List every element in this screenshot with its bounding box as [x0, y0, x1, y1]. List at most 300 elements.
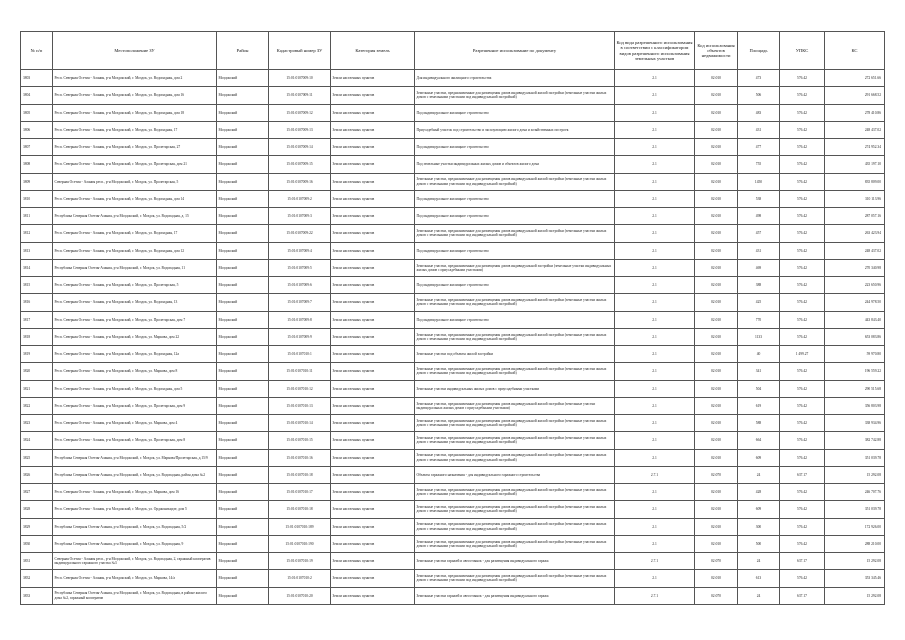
- cell-area: 24: [738, 466, 780, 483]
- cell-use-code: 2.1: [615, 173, 695, 190]
- cell-property-code: 02:010: [695, 208, 738, 225]
- cell-land-category: Земли населенных пунктов: [331, 501, 415, 518]
- cell-area: 1450: [738, 173, 780, 190]
- table-row: [21, 121, 885, 138]
- cell-upks: 576.42: [780, 311, 825, 328]
- cell-cadastral-number: 15:01:0107010:13: [269, 397, 331, 414]
- cell-upks: 576.42: [780, 397, 825, 414]
- cell-use-code: 2.1: [615, 346, 695, 363]
- cell-area: 609: [738, 501, 780, 518]
- cell-cadastral-number: 15:01:0107009:3: [269, 208, 331, 225]
- cell-ks: 351 039.78: [825, 501, 885, 518]
- cell-district: Моздокский: [217, 208, 269, 225]
- cell-ks: 15 292.08: [825, 587, 885, 604]
- cell-land-category: Земли населенных пунктов: [331, 190, 415, 207]
- cell-district: Моздокский: [217, 328, 269, 345]
- col-header-land-category: Категория земель: [331, 32, 415, 70]
- cell-area: 388: [738, 277, 780, 294]
- cell-use-code: 2.1: [615, 70, 695, 87]
- cell-area: 1133: [738, 328, 780, 345]
- cell-land-category: Земли населенных пунктов: [331, 553, 415, 570]
- land-registry-table: [20, 31, 885, 605]
- cell-district: Моздокский: [217, 190, 269, 207]
- cell-property-code: 02:010: [695, 432, 738, 449]
- table-row: [21, 70, 885, 87]
- cell-use-code: 2.7.1: [615, 587, 695, 604]
- cell-number: 3804: [21, 87, 53, 104]
- cell-location: Респ. Северная Осетия - Алания, р-н Моздокский, г. Моздок, ул. Пролетарская, дом 7: [53, 311, 217, 328]
- cell-location: Респ. Северная Осетия - Алания, р-н Моздокский, г. Моздок, ул. Маркова, дом 22: [53, 328, 217, 345]
- cell-area: 24: [738, 553, 780, 570]
- cell-permitted-use: Объекты гаражного назначения - для индивидуального гаражного строительства: [415, 466, 615, 483]
- cell-district: Моздокский: [217, 415, 269, 432]
- cell-property-code: 02:010: [695, 294, 738, 311]
- cell-use-code: 2.1: [615, 139, 695, 156]
- cell-permitted-use: Земельные участки, предназначенные для размещения домов индивидуальной жилой застройки (земельные участки жилых домов с земельными участками под индивидуальной застройкой): [415, 294, 615, 311]
- table-row: [21, 346, 885, 363]
- cell-cadastral-number: 15:01:0107010:2: [269, 570, 331, 587]
- cell-number: 3807: [21, 139, 53, 156]
- cell-district: Моздокский: [217, 535, 269, 552]
- cell-land-category: Земли населенных пунктов: [331, 70, 415, 87]
- cell-upks: 576.42: [780, 87, 825, 104]
- cell-land-category: Земли населенных пунктов: [331, 294, 415, 311]
- cell-use-code: 2.1: [615, 449, 695, 466]
- cell-land-category: Земли населенных пунктов: [331, 311, 415, 328]
- cell-area: 619: [738, 397, 780, 414]
- cell-upks: 576.42: [780, 415, 825, 432]
- cell-use-code: 2.1: [615, 208, 695, 225]
- cell-district: Моздокский: [217, 380, 269, 397]
- cell-cadastral-number: 15:01:0107009:6: [269, 277, 331, 294]
- cell-area: 588: [738, 415, 780, 432]
- cell-upks: 576.42: [780, 535, 825, 552]
- cell-permitted-use: Земельные участки, предназначенные для размещения домов индивидуальной жилой застройки (земельные участки жилых домов с земельными участками под индивидуальной застройкой): [415, 328, 615, 345]
- cell-location: Респ. Северная Осетия - Алания, р-н Моздокский, г. Моздок, ул. Водопадная, дом 18: [53, 104, 217, 121]
- col-header-property-code: Код использования объектов недвижимости: [695, 32, 738, 70]
- cell-cadastral-number: 15:01:0107010:16: [269, 449, 331, 466]
- cell-permitted-use: Земельные участки под объекты жилой застройки: [415, 346, 615, 363]
- cell-permitted-use: Земельные участки, предназначенные для размещения домов индивидуальной застройки (земельные участки индивидуальных жилых домов с приусадебными участками): [415, 259, 615, 276]
- cell-permitted-use: Земельные участки, предназначенные для размещения домов индивидуальной жилой застройки (земельные участки индивидуальных жилых домов с приусадебными участками): [415, 397, 615, 414]
- cell-district: Моздокский: [217, 484, 269, 501]
- table-row: [21, 466, 885, 483]
- table-row: [21, 156, 885, 173]
- cell-district: Моздокский: [217, 225, 269, 242]
- cell-cadastral-number: 15:01:0107009:7: [269, 294, 331, 311]
- cell-cadastral-number: 15:01:0107009:15: [269, 156, 331, 173]
- table-row: [21, 415, 885, 432]
- cell-property-code: 02:010: [695, 104, 738, 121]
- cell-upks: 576.42: [780, 70, 825, 87]
- cell-land-category: Земли населенных пунктов: [331, 139, 415, 156]
- cell-location: Респ. Северная Осетия - Алания, р-н Моздокский, г. Моздок, ул. Пролетарская, 5: [53, 277, 217, 294]
- cell-upks: 576.42: [780, 259, 825, 276]
- cell-number: 3813: [21, 242, 53, 259]
- cell-property-code: 02:010: [695, 535, 738, 552]
- cell-location: Республика Северная Осетия-Алания, р-н Моздокский, г. Моздок, ул. Водопадная, 11: [53, 259, 217, 276]
- cell-ks: 246 707.76: [825, 484, 885, 501]
- cell-location: Республика Северная Осетия-Алания, р-н Моздокский, г. Моздок, ул. Водопадная, 9: [53, 535, 217, 552]
- table-row: [21, 87, 885, 104]
- cell-upks: 576.42: [780, 208, 825, 225]
- cell-location: Республика Северная Осетия-Алания, р-н Моздокский, г. Моздок, ул. Маркова/Пролетарская, д.15/9: [53, 449, 217, 466]
- cell-district: Моздокский: [217, 518, 269, 535]
- cell-area: 469: [738, 259, 780, 276]
- cell-land-category: Земли населенных пунктов: [331, 570, 415, 587]
- cell-location: Респ. Северная Осетия - Алания, р-н Моздокский, г. Моздок, ул. Маркова, 14/а: [53, 570, 217, 587]
- cell-use-code: 2.1: [615, 432, 695, 449]
- cell-permitted-use: Земельные участки, предназначенные для размещения домов индивидуальной жилой застройки (земельные участки жилых домов с земельными участками под индивидуальной застройкой): [415, 535, 615, 552]
- cell-upks: 576.42: [780, 484, 825, 501]
- cell-ks: 270 340.98: [825, 259, 885, 276]
- cell-land-category: Земли населенных пунктов: [331, 346, 415, 363]
- cell-location: Респ. Северная Осетия - Алания, р-н Моздокский, г. Моздок, ул. Маркова, дом 16: [53, 484, 217, 501]
- cell-number: 3810: [21, 190, 53, 207]
- cell-land-category: Земли населенных пунктов: [331, 173, 415, 190]
- cell-number: 3832: [21, 570, 53, 587]
- cell-ks: 351 039.78: [825, 449, 885, 466]
- table-row: [21, 190, 885, 207]
- cell-use-code: 2.1: [615, 415, 695, 432]
- cell-land-category: Земли населенных пунктов: [331, 415, 415, 432]
- cell-location: Респ. Северная Осетия - Алания, р-н Моздокский, г. Моздок, ул. Водопадная, дом 5: [53, 380, 217, 397]
- cell-upks: 576.42: [780, 225, 825, 242]
- cell-use-code: 2.1: [615, 380, 695, 397]
- table-row: [21, 242, 885, 259]
- cell-cadastral-number: 15:01:0107010:17: [269, 484, 331, 501]
- cell-location: Респ. Северная Осетия - Алания, р-н Моздокский, г. Моздок, ул. Маркова, дом 4: [53, 415, 217, 432]
- cell-cadastral-number: 15:01:0107010:15: [269, 432, 331, 449]
- cell-ks: 263 423.94: [825, 225, 885, 242]
- cell-use-code: 2.1: [615, 518, 695, 535]
- cell-district: Моздокский: [217, 346, 269, 363]
- cell-area: 538: [738, 190, 780, 207]
- cell-cadastral-number: 15:01:0107009:2: [269, 190, 331, 207]
- cell-ks: 278 410.86: [825, 104, 885, 121]
- cell-cadastral-number: 15:01:0107009:10: [269, 70, 331, 87]
- cell-area: 664: [738, 432, 780, 449]
- cell-area: 613: [738, 570, 780, 587]
- cell-location: Северная Осетия - Алания респ., р-н Моздокский, г. Моздок, ул. Водопадная, 2, гаражный кооператив индивидуального гаражного участка №3: [53, 553, 217, 570]
- cell-district: Моздокский: [217, 139, 269, 156]
- cell-property-code: 02:010: [695, 190, 738, 207]
- cell-district: Моздокский: [217, 70, 269, 87]
- cell-use-code: 2.1: [615, 294, 695, 311]
- cell-property-code: 02:010: [695, 570, 738, 587]
- cell-location: Респ. Северная Осетия - Алания, р-н Моздокский, г. Моздок, ул. Водопадная, 17: [53, 121, 217, 138]
- cell-location: Респ. Северная Осетия - Алания, р-н Моздокский, г. Моздок, ул. Пролетарская, дом 9: [53, 397, 217, 414]
- cell-upks: 637.17: [780, 587, 825, 604]
- cell-upks: 1 499.27: [780, 346, 825, 363]
- cell-area: 425: [738, 294, 780, 311]
- cell-property-code: 02:010: [695, 380, 738, 397]
- cell-upks: 576.42: [780, 518, 825, 535]
- cell-cadastral-number: 15:01:0107009:8: [269, 311, 331, 328]
- cell-upks: 576.42: [780, 104, 825, 121]
- cell-cadastral-number: 15:01:0107009:4: [269, 242, 331, 259]
- cell-number: 3820: [21, 363, 53, 380]
- cell-permitted-use: Под индивидуальное жилищное строительство: [415, 139, 615, 156]
- cell-number: 3825: [21, 449, 53, 466]
- cell-district: Моздокский: [217, 466, 269, 483]
- col-header-upks: УПКС: [780, 32, 825, 70]
- cell-property-code: 02:010: [695, 415, 738, 432]
- cell-permitted-use: Земельные участки, предназначенные для размещения домов индивидуальной жилой застройки (земельные участки жилых домов с земельными участками под индивидуальной застройкой): [415, 225, 615, 242]
- cell-district: Моздокский: [217, 173, 269, 190]
- cell-area: 483: [738, 104, 780, 121]
- cell-permitted-use: Под индивидуальное жилищное строительство: [415, 277, 615, 294]
- cell-property-code: 02:070: [695, 466, 738, 483]
- cell-permitted-use: Земельные участки, предназначенные для размещения домов индивидуальной жилой застройки (земельные участки жилых домов с земельными участками под индивидуальной застройкой): [415, 501, 615, 518]
- cell-ks: 59 970.80: [825, 346, 885, 363]
- cell-area: 609: [738, 449, 780, 466]
- table-row: [21, 259, 885, 276]
- cell-number: 3827: [21, 484, 53, 501]
- table-row: [21, 225, 885, 242]
- cell-ks: 443 843.40: [825, 311, 885, 328]
- cell-cadastral-number: 15:01:0107010:20: [269, 587, 331, 604]
- cell-upks: 576.42: [780, 190, 825, 207]
- cell-number: 3824: [21, 432, 53, 449]
- cell-use-code: 2.1: [615, 363, 695, 380]
- cell-permitted-use: Под земельные участки индивидуальных жилых домов и объектов жилого дома: [415, 156, 615, 173]
- cell-area: 431: [738, 121, 780, 138]
- cell-property-code: 02:010: [695, 259, 738, 276]
- cell-number: 3806: [21, 121, 53, 138]
- cell-area: 300: [738, 518, 780, 535]
- cell-upks: 576.42: [780, 501, 825, 518]
- cell-district: Моздокский: [217, 570, 269, 587]
- cell-land-category: Земли населенных пунктов: [331, 156, 415, 173]
- cell-land-category: Земли населенных пунктов: [331, 466, 415, 483]
- cell-land-category: Земли населенных пунктов: [331, 121, 415, 138]
- cell-ks: 356 803.98: [825, 397, 885, 414]
- cell-property-code: 02:010: [695, 225, 738, 242]
- cell-property-code: 02:010: [695, 277, 738, 294]
- cell-land-category: Земли населенных пунктов: [331, 518, 415, 535]
- cell-use-code: 2.1: [615, 328, 695, 345]
- cell-land-category: Земли населенных пунктов: [331, 328, 415, 345]
- cell-area: 770: [738, 311, 780, 328]
- cell-ks: 15 292.08: [825, 466, 885, 483]
- col-header-area: Площадь: [738, 32, 780, 70]
- cell-cadastral-number: 15:01:0107009:12: [269, 104, 331, 121]
- cell-area: 428: [738, 484, 780, 501]
- cell-number: 3811: [21, 208, 53, 225]
- cell-location: Респ. Северная Осетия - Алания, р-н Моздокский, г. Моздок, ул. Пролетарская, дом 8: [53, 432, 217, 449]
- cell-land-category: Земли населенных пунктов: [331, 484, 415, 501]
- cell-ks: 310 113.96: [825, 190, 885, 207]
- table-row: [21, 484, 885, 501]
- cell-property-code: 02:070: [695, 553, 738, 570]
- cell-use-code: 2.1: [615, 156, 695, 173]
- cell-number: 3817: [21, 311, 53, 328]
- table-row: [21, 449, 885, 466]
- cell-permitted-use: Земельные участки, предназначенные для размещения домов индивидуальной жилой застройки (земельные участки жилых домов с земельными участками под индивидуальной застройкой): [415, 173, 615, 190]
- cell-upks: 576.42: [780, 242, 825, 259]
- cell-permitted-use: Земельные участки, предназначенные для размещения домов индивидуальной жилой застройки (земельные участки жилых домов с земельными участками под индивидуальной застройкой): [415, 570, 615, 587]
- col-header-cadastral-number: Кадастровый номер ЗУ: [269, 32, 331, 70]
- cell-location: Респ. Северная Осетия - Алания, р-н Моздокский, г. Моздок, ул. Водопадная, дом 12: [53, 242, 217, 259]
- cell-property-code: 02:010: [695, 363, 738, 380]
- cell-land-category: Земли населенных пунктов: [331, 208, 415, 225]
- cell-cadastral-number: 15:01:0107009:22: [269, 225, 331, 242]
- cell-permitted-use: Под индивидуальное жилищное строительство: [415, 190, 615, 207]
- cell-use-code: 2.1: [615, 484, 695, 501]
- cell-number: 3809: [21, 173, 53, 190]
- cell-ks: 223 650.96: [825, 277, 885, 294]
- cell-land-category: Земли населенных пунктов: [331, 397, 415, 414]
- cell-area: 498: [738, 208, 780, 225]
- cell-property-code: 02:010: [695, 139, 738, 156]
- cell-permitted-use: Под индивидуальное жилищное строительство: [415, 208, 615, 225]
- cell-number: 3823: [21, 415, 53, 432]
- cell-area: 40: [738, 346, 780, 363]
- table-row: [21, 104, 885, 121]
- cell-ks: 248 437.02: [825, 121, 885, 138]
- cell-land-category: Земли населенных пунктов: [331, 87, 415, 104]
- table-body: [21, 70, 885, 605]
- cell-upks: 576.42: [780, 121, 825, 138]
- cell-permitted-use: Земельные участки, предназначенные для размещения домов индивидуальной жилой застройки (земельные участки жилых домов с земельными участками под индивидуальной застройкой): [415, 363, 615, 380]
- cell-location: Респ. Северная Осетия - Алания, р-н Моздокский, г. Моздок, ул. Водопадная, дом 14: [53, 190, 217, 207]
- cell-number: 3808: [21, 156, 53, 173]
- cell-permitted-use: Земельные участки гаражей и автостоянок - для размещения индивидуального гаража: [415, 553, 615, 570]
- col-header-number: № п/п: [21, 32, 53, 70]
- cell-district: Моздокский: [217, 449, 269, 466]
- cell-area: 24: [738, 587, 780, 604]
- col-header-use-code: Код вида разрешенного использования в соответствии с классификатором видов разрешенного использования земельных участков: [615, 32, 695, 70]
- cell-use-code: 2.1: [615, 397, 695, 414]
- cell-area: 506: [738, 87, 780, 104]
- cell-cadastral-number: 15:01:0107010:19: [269, 553, 331, 570]
- cell-area: 457: [738, 225, 780, 242]
- cell-district: Моздокский: [217, 311, 269, 328]
- cell-land-category: Земли населенных пунктов: [331, 277, 415, 294]
- table-row: [21, 380, 885, 397]
- cell-use-code: 2.1: [615, 242, 695, 259]
- cell-number: 3818: [21, 328, 53, 345]
- cell-property-code: 02:010: [695, 397, 738, 414]
- cell-ks: 338 934.96: [825, 415, 885, 432]
- cell-area: 504: [738, 380, 780, 397]
- cell-district: Моздокский: [217, 156, 269, 173]
- cell-land-category: Земли населенных пунктов: [331, 259, 415, 276]
- cell-use-code: 2.1: [615, 259, 695, 276]
- cell-number: 3805: [21, 104, 53, 121]
- cell-land-category: Земли населенных пунктов: [331, 363, 415, 380]
- cell-area: 473: [738, 70, 780, 87]
- cell-number: 3821: [21, 380, 53, 397]
- cell-upks: 637.17: [780, 466, 825, 483]
- cell-permitted-use: Под индивидуальное жилищное строительство: [415, 242, 615, 259]
- cell-ks: 272 651.66: [825, 70, 885, 87]
- cell-area: 341: [738, 363, 780, 380]
- cell-use-code: 2.1: [615, 190, 695, 207]
- cell-permitted-use: Земельные участки, предназначенные для размещения домов индивидуальной жилой застройки (земельные участки жилых домов с земельными участками под индивидуальной застройкой): [415, 484, 615, 501]
- cell-number: 3826: [21, 466, 53, 483]
- cell-land-category: Земли населенных пунктов: [331, 104, 415, 121]
- cell-district: Моздокский: [217, 363, 269, 380]
- cell-permitted-use: Под индивидуальное жилищное строительство: [415, 104, 615, 121]
- cell-upks: 576.42: [780, 328, 825, 345]
- cell-cadastral-number: 15:01:0107010:14: [269, 415, 331, 432]
- cell-permitted-use: Земельные участки, предназначенные для размещения домов индивидуальной жилой застройки (земельные участки жилых домов с земельными участками под индивидуальной застройкой): [415, 415, 615, 432]
- cell-use-code: 2.1: [615, 501, 695, 518]
- cell-cadastral-number: 15:01:0107010:12: [269, 380, 331, 397]
- cell-upks: 576.42: [780, 380, 825, 397]
- cell-use-code: 2.1: [615, 225, 695, 242]
- table-row: [21, 363, 885, 380]
- cell-upks: 576.42: [780, 173, 825, 190]
- cell-permitted-use: Земельные участки индивидуальных жилых домов с приусадебными участками: [415, 380, 615, 397]
- cell-upks: 576.42: [780, 156, 825, 173]
- cell-permitted-use: Земельные участки, предназначенные для размещения домов индивидуальной жилой застройки (земельные участки жилых домов с земельными участками под индивидуальной застройкой): [415, 87, 615, 104]
- cell-property-code: 02:010: [695, 484, 738, 501]
- cell-upks: 576.42: [780, 570, 825, 587]
- cell-location: Респ. Северная Осетия - Алания, р-н Моздокский, г. Моздок, ул. Орджоникидзе, дом 5: [53, 501, 217, 518]
- cell-property-code: 02:010: [695, 518, 738, 535]
- cell-land-category: Земли населенных пунктов: [331, 587, 415, 604]
- cell-property-code: 02:010: [695, 501, 738, 518]
- cell-upks: 576.42: [780, 139, 825, 156]
- cell-district: Моздокский: [217, 242, 269, 259]
- cell-upks: 576.42: [780, 294, 825, 311]
- cell-district: Моздокский: [217, 121, 269, 138]
- cell-use-code: 2.1: [615, 570, 695, 587]
- cell-ks: 288 210.00: [825, 535, 885, 552]
- cell-property-code: 02:010: [695, 328, 738, 345]
- cell-location: Республика Северная Осетия-Алания, р-н Моздокский, г. Моздок, ул. Водопадная, район дома №2: [53, 466, 217, 483]
- cell-cadastral-number: 15:01:0107009:14: [269, 139, 331, 156]
- cell-number: 3803: [21, 70, 53, 87]
- cell-area: 477: [738, 139, 780, 156]
- cell-area: 431: [738, 242, 780, 259]
- table-row: [21, 570, 885, 587]
- cell-number: 3816: [21, 294, 53, 311]
- cell-use-code: 2.1: [615, 535, 695, 552]
- cell-property-code: 02:070: [695, 587, 738, 604]
- cell-location: Республика Северная Осетия-Алания, р-н Моздокский, г. Моздок, ул. Водопадная, д. 15: [53, 208, 217, 225]
- cell-cadastral-number: 15:01:0107010:189: [269, 518, 331, 535]
- cell-location: Северная Осетия - Алания респ., р-н Моздокский, г. Моздок, ул. Пролетарская, 5: [53, 173, 217, 190]
- table-row: [21, 432, 885, 449]
- cell-use-code: 2.1: [615, 87, 695, 104]
- cell-upks: 637.17: [780, 553, 825, 570]
- cell-number: 3830: [21, 535, 53, 552]
- cell-use-code: 2.7.1: [615, 553, 695, 570]
- cell-land-category: Земли населенных пунктов: [331, 380, 415, 397]
- cell-cadastral-number: 15:01:0107009:9: [269, 328, 331, 345]
- cell-property-code: 02:010: [695, 311, 738, 328]
- cell-ks: 291 668.52: [825, 87, 885, 104]
- table-row: [21, 277, 885, 294]
- cell-property-code: 02:010: [695, 242, 738, 259]
- cell-district: Моздокский: [217, 87, 269, 104]
- table-row: [21, 294, 885, 311]
- cell-ks: 835 809.00: [825, 173, 885, 190]
- cell-property-code: 02:010: [695, 346, 738, 363]
- col-header-ks: КС: [825, 32, 885, 70]
- cell-land-category: Земли населенных пунктов: [331, 225, 415, 242]
- cell-location: Республика Северная Осетия-Алания, р-н Моздокский, г. Моздок, ул. Водопадная, 5/2: [53, 518, 217, 535]
- cell-cadastral-number: 15:01:0107010:190: [269, 535, 331, 552]
- cell-land-category: Земли населенных пунктов: [331, 449, 415, 466]
- table-row: [21, 208, 885, 225]
- cell-upks: 576.42: [780, 432, 825, 449]
- cell-ks: 196 559.22: [825, 363, 885, 380]
